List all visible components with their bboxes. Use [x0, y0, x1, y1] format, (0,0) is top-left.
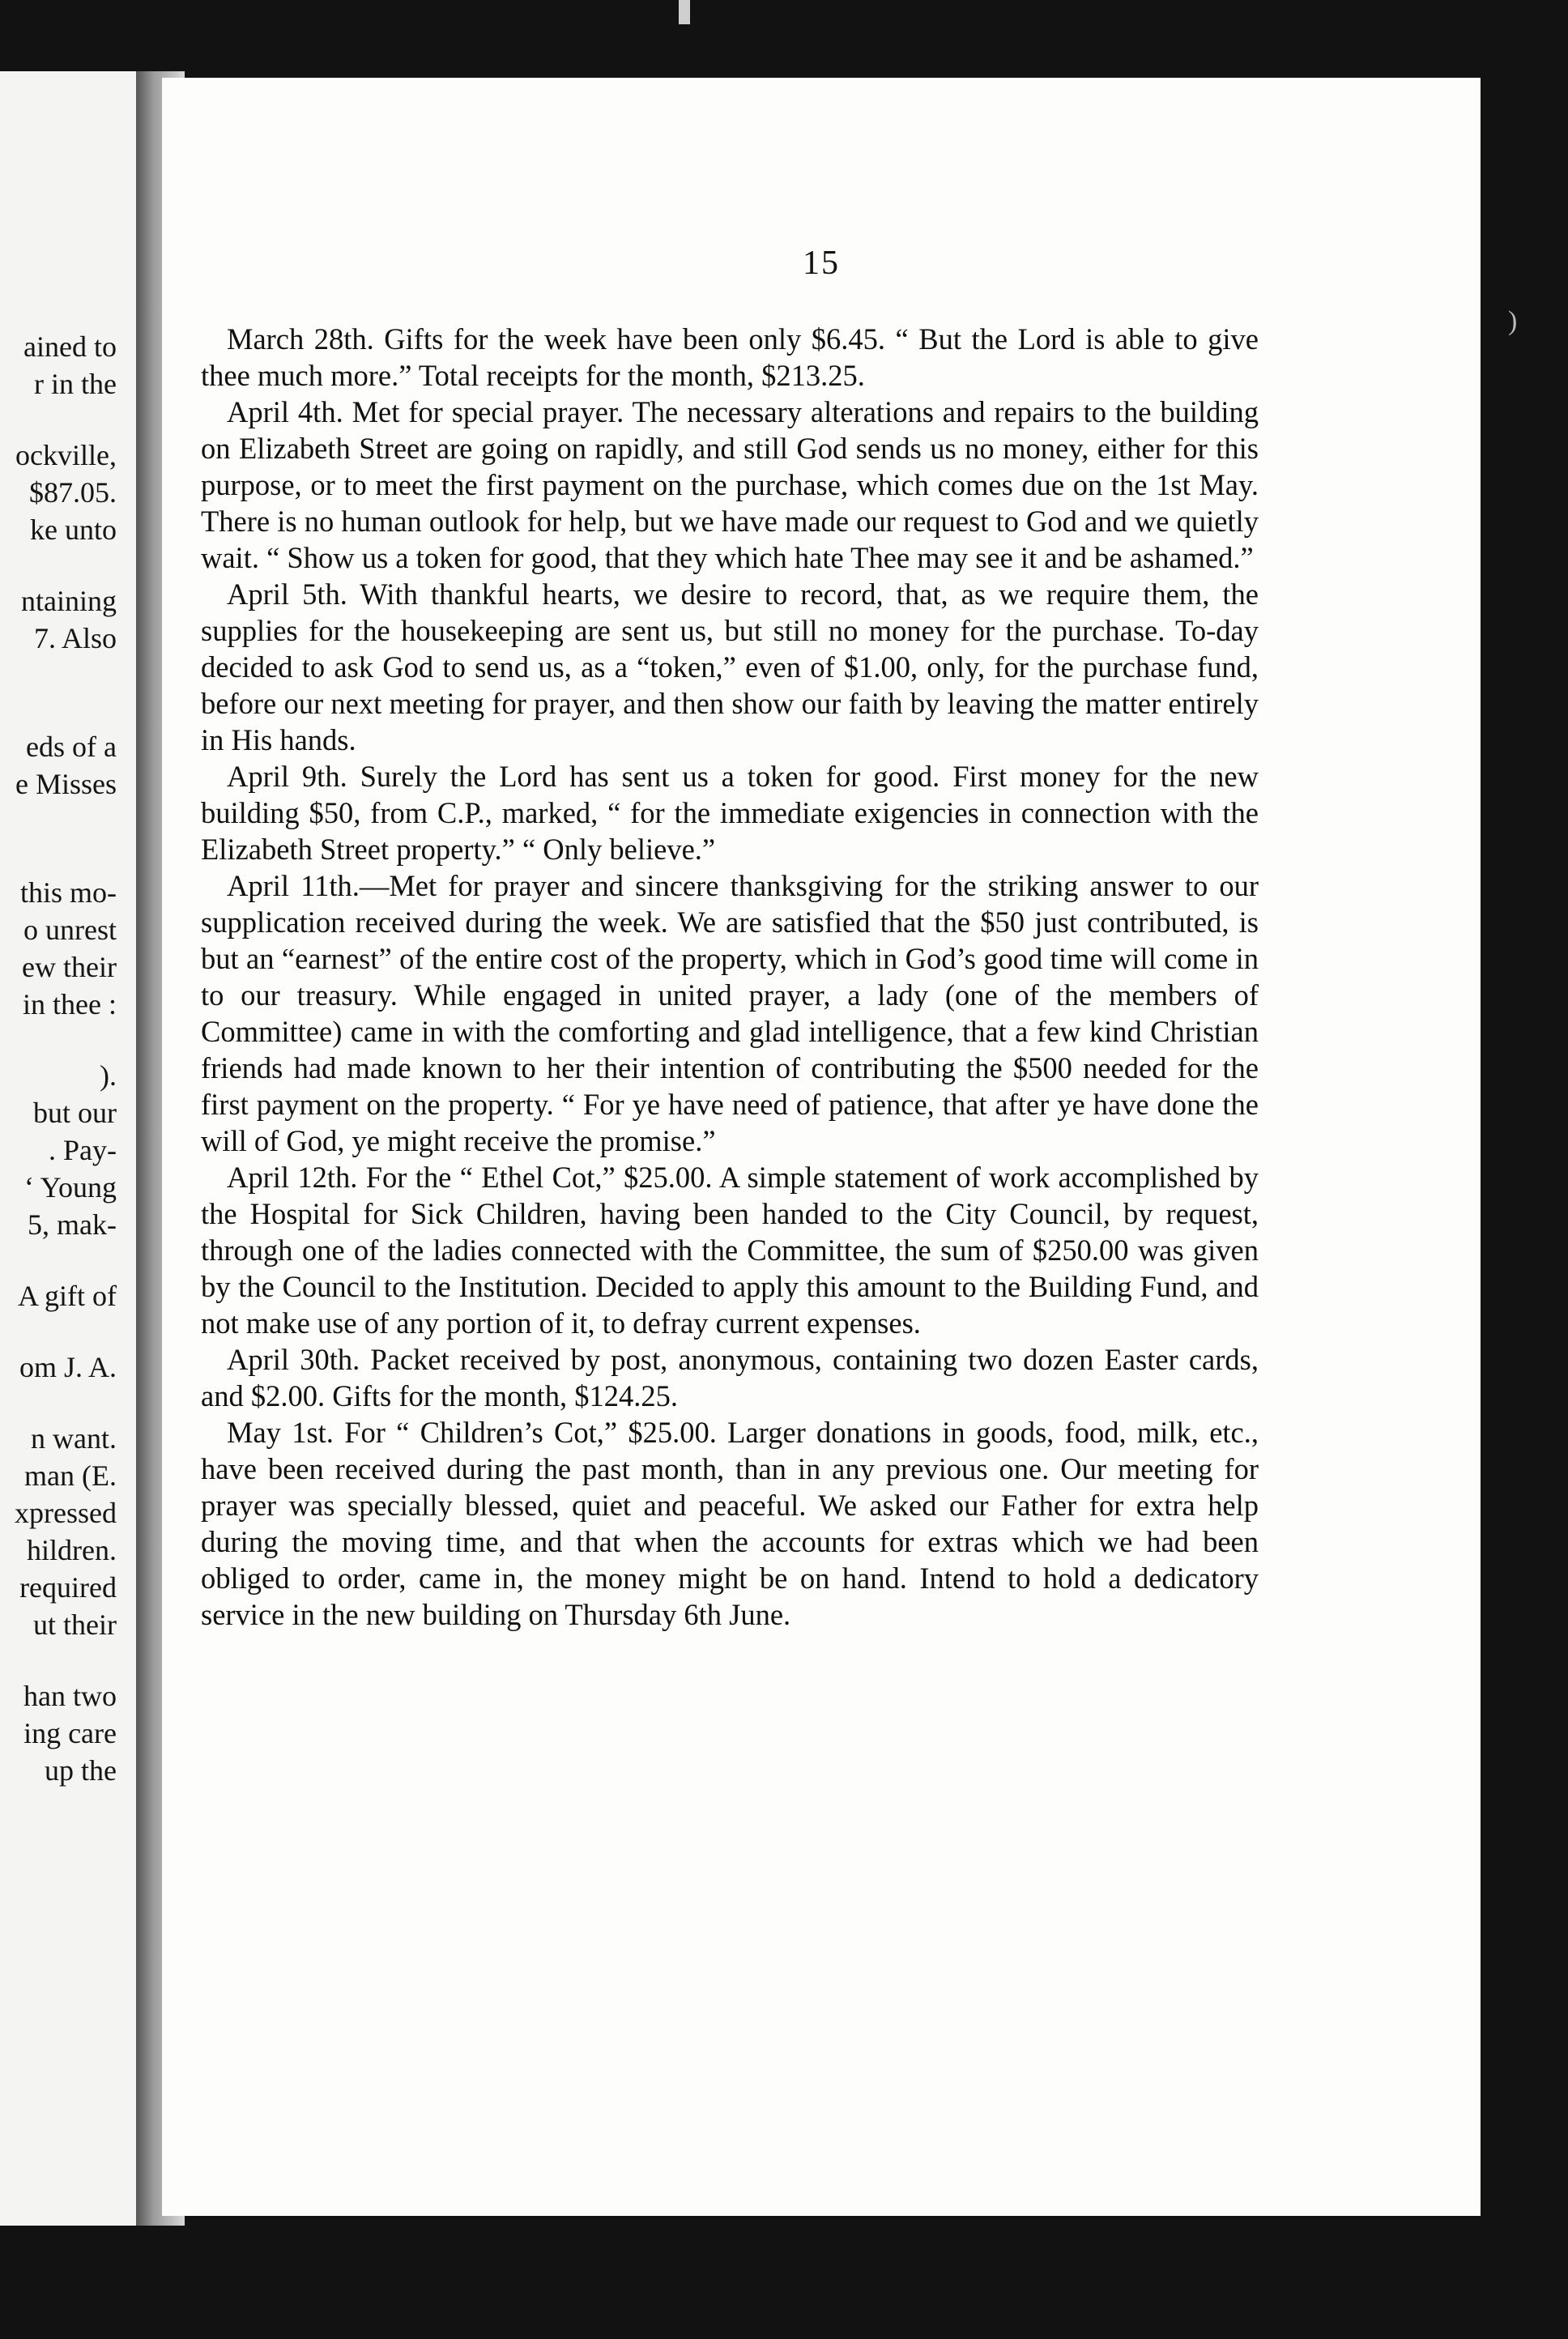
facing-page-line: n want. [31, 1422, 117, 1455]
facing-page-line: in thee : [23, 988, 117, 1020]
margin-mark: ) [1508, 306, 1518, 336]
facing-page-line: up the [45, 1754, 117, 1787]
facing-page-line: ntaining [21, 585, 117, 617]
facing-page-line: man (E. [24, 1459, 117, 1492]
facing-page-line: A gift of [18, 1280, 117, 1312]
facing-page-line: . Pay- [49, 1134, 117, 1166]
paragraph: April 12th. For the “ Ethel Cot,” $25.00. A simple statement of work accomplished by the Hospital for Sick Children, having been handed to the City Council, by request, through one of the ladies connected with the Committee, the sum of $250.00 was given by the Council to the Institution. Decided to apply this amount to the Building Fund, and not make use of any portion of it, to defray current expenses. [201, 1161, 1259, 1340]
paragraph: April 9th. Surely the Lord has sent us a token for good. First money for the new building $50, from C.P., marked, “ for the immediate exigencies in connection with the Elizabeth Street property.” “ Only believe.” [201, 760, 1259, 866]
facing-page-line: om J. A. [19, 1351, 117, 1383]
paragraph: May 1st. For “ Children’s Cot,” $25.00. Larger donations in goods, food, milk, etc., have been received during the past month, than in any previous one. Our meeting for prayer was specially blessed, quiet and peaceful. We asked our Father for extra help during the moving time, and that when the accounts for extras which we had been obliged to order, came in, the money might be on hand. Intend to hold a dedicatory service in the new building on Thursday 6th June. [201, 1416, 1259, 1631]
facing-page-line: ut their [33, 1608, 117, 1641]
page-body [201, 321, 1259, 1633]
facing-page-line: ). [100, 1059, 117, 1092]
facing-page-line: hildren. [27, 1534, 117, 1566]
facing-page-line: ing care [23, 1717, 117, 1749]
paragraph: March 28th. Gifts for the week have been only $6.45. “ But the Lord is able to give thee much more.” Total receipts for the month, $213.25. [201, 322, 1259, 392]
paragraph: April 11th.—Met for prayer and sincere thanksgiving for the striking answer to our supplication received during the week. We are satisfied that the $50 just contributed, is but an “earnest” of the entire cost of the property, which in God’s good time will come in to our treasury. While engaged in united prayer, a lady (one of the members of Committee) came in with the comforting and glad intelligence, that a few kind Christian friends had made known to her their intention of contributing the $500 needed for the first payment on the property. “ For ye have need of patience, that after ye have done the will of God, ye might receive the promise.” [201, 869, 1259, 1157]
paragraph: April 4th. Met for special prayer. The necessary alterations and repairs to the building on Elizabeth Street are going on rapidly, and still God sends us no money, either for this purpose, or to meet the first payment on the purchase, which comes due on the 1st May. There is no human outlook for help, but we have made our request to God and we quietly wait. “ Show us a token for good, that they which hate Thee may see it and be ashamed.” [201, 395, 1259, 574]
facing-page-line: but our [33, 1097, 117, 1129]
page-number: 15 [803, 245, 840, 282]
next-sheet-tab [679, 0, 690, 24]
facing-page-line: eds of a [26, 731, 117, 763]
facing-page-line: ‘ Young [23, 1171, 117, 1204]
paragraph: April 5th. With thankful hearts, we desire to record, that, as we require them, the supplies for the housekeeping are sent us, but still no money for the purchase. To-day decided to ask God to send us, as a “token,” even of $1.00, only, for the purchase fund, before our next meeting for prayer, and then show our faith by leaving the matter entirely in His hands. [201, 577, 1259, 756]
paragraph: April 30th. Packet received by post, anonymous, containing two dozen Easter cards, and $2.00. Gifts for the month, $124.25. [201, 1343, 1259, 1412]
facing-page-line: o unrest [23, 914, 117, 946]
facing-page-line: $87.05. [29, 476, 117, 509]
facing-page-line: e Misses [15, 768, 117, 800]
facing-page-line: this mo- [19, 876, 117, 909]
facing-page-line: ke unto [30, 513, 117, 546]
book-page [162, 78, 1481, 2216]
facing-page-line: required [19, 1571, 117, 1604]
facing-page-line: 5, mak- [28, 1208, 117, 1241]
facing-page-line: ockville, [15, 439, 117, 471]
facing-page-line: xpressed [15, 1497, 117, 1529]
facing-page-line: han two [23, 1680, 117, 1712]
facing-page-line: ained to [23, 330, 117, 363]
facing-page-line: 7. Also [33, 622, 117, 654]
facing-page-line: ew their [22, 951, 117, 983]
facing-page [0, 71, 146, 2226]
facing-page-line: r in the [34, 368, 117, 400]
